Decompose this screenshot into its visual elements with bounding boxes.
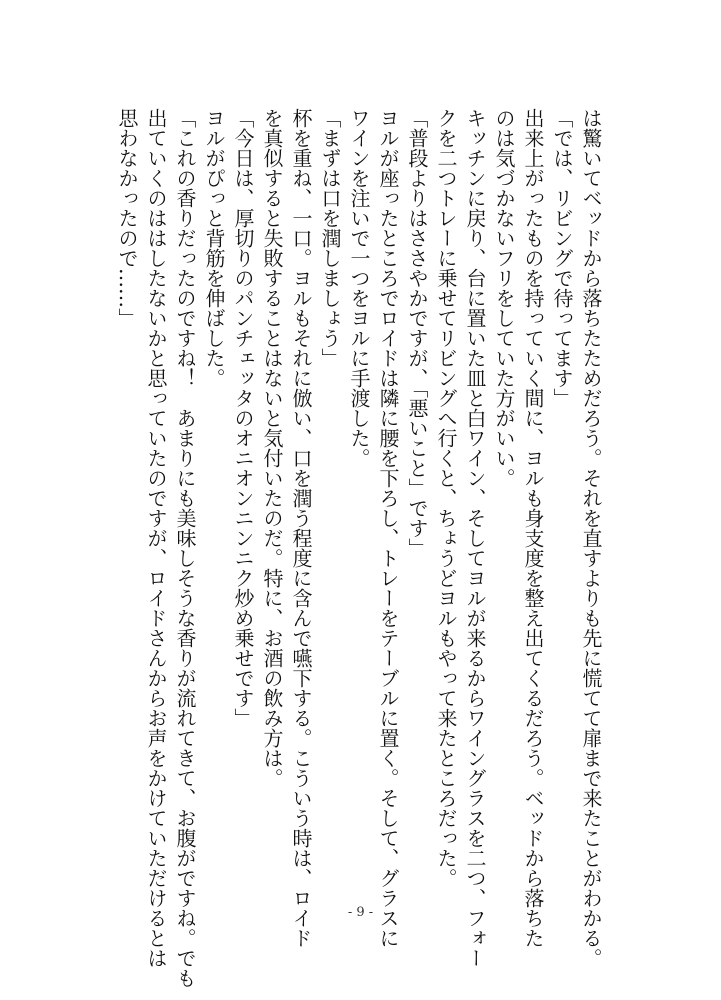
- text-line: のは気づかないフリをしていた方がいい。: [492, 108, 516, 488]
- text-line: 「これの香りだったのですね！ あまりにも美味しそうな香りが流れてきて、お腹がですね。でも: [173, 108, 197, 988]
- text-line: 出ていくのははしたないかと思っていたのですが、ロイドさんからお声をかけていただけるとは: [144, 108, 168, 968]
- text-line: ワインを注いで一つをヨルに手渡した。: [347, 108, 371, 468]
- text-line: キッチンに戻り、台に置いた皿と白ワイン、そしてヨルが来るからワイングラスを二つ、フォー: [463, 108, 487, 968]
- text-line: 思わなかったので……」: [115, 108, 139, 328]
- text-line: クを二つトレーに乗せてリビングへ行くと、ちょうどヨルもやって来たところだった。: [434, 108, 458, 888]
- text-line: 出来上がったものを持っていく間に、ヨルも身支度を整え出てくるだろう。ベッドから落ちた: [521, 108, 545, 948]
- text-line: を真似すると失敗することはないと気付いたのだ。特に、お酒の飲み方は。: [260, 108, 284, 788]
- text-line: ヨルが座ったところでロイドは隣に腰を下ろし、トレーをテーブルに置く。そして、グラスに: [376, 108, 400, 948]
- text-line: 「まずは口を潤しましょう」: [318, 108, 342, 368]
- page-number: - 9 -: [347, 905, 374, 920]
- text-line: 「今日は、厚切りのパンチェッタのオニオンニンニク炒め乗せです」: [231, 108, 255, 728]
- text-line: は驚いてベッドから落ちたためだろう。それを直すよりも先に慌てて扉まで来たことがわかる。: [579, 108, 603, 968]
- text-line: ヨルがぴっと背筋を伸ばした。: [202, 108, 226, 388]
- text-line: 「では、リビングで待ってます」: [550, 108, 574, 408]
- text-line: 杯を重ね、一口。ヨルもそれに倣い、口を潤う程度に含んで嚥下する。こういう時は、ロイド: [289, 108, 313, 948]
- text-line: 「普段よりはささやかですが、「悪いこと」です」: [405, 108, 429, 558]
- vertical-text-block: [115, 108, 605, 988]
